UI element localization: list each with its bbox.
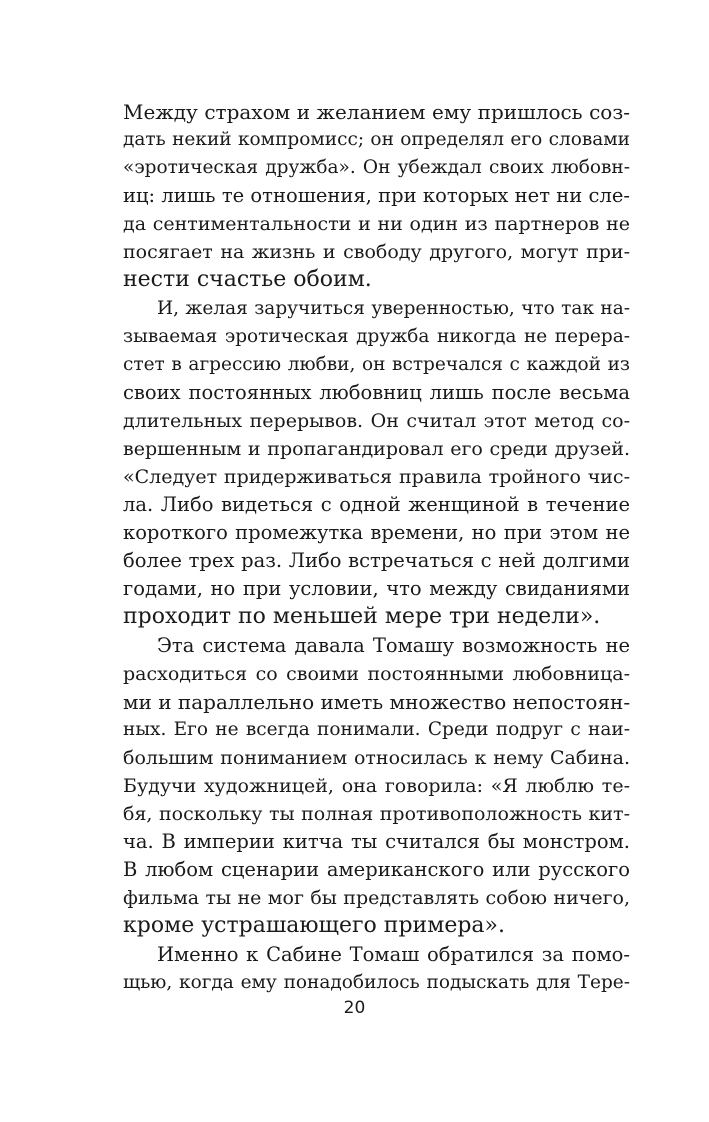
text-line: ми и параллельно иметь множество непостоян- bbox=[123, 690, 631, 714]
text-line: ных. Его не всегда понимали. Среди подруг с наи- bbox=[123, 719, 630, 740]
text-line: большим пониманием относилась к нему Сабина. bbox=[123, 747, 630, 769]
text-line: зываемая эротическая дружба никогда не перера- bbox=[123, 326, 630, 347]
text-line: стет в агрессию любви, он встречался с каждой из bbox=[123, 354, 630, 375]
text-line: проходит по меньшей мере три недели». bbox=[123, 604, 601, 629]
text-line: дать некий компромисс; он определял его словами bbox=[123, 129, 630, 150]
text-line: ча. В империи китча ты считался бы монстром. bbox=[123, 830, 630, 853]
text-line: более трех раз. Либо встречаться с ней долгими bbox=[123, 549, 630, 572]
text-line: «Следует придерживаться правила тройного чис- bbox=[123, 466, 630, 488]
text-line: В любом сценарии американского или русского bbox=[123, 858, 630, 881]
text-line: ла. Либо видеться с одной женщиной в течение bbox=[123, 493, 630, 516]
text-line: да сентиментальности и ни один из партнеров не bbox=[123, 213, 630, 235]
text-line: И, желая заручиться уверенностью, что так на- bbox=[157, 298, 630, 319]
text-line: расходиться со своими постоянными любовница- bbox=[123, 663, 630, 685]
text-line: «эротическая дружба». Он убеждал своих любовн- bbox=[123, 157, 630, 178]
text-line: бя, поскольку ты полная противоположность кит- bbox=[123, 803, 630, 825]
text-line: короткого промежутка времени, но при этом не bbox=[123, 521, 630, 544]
text-line: кроме устрашающего примера». bbox=[123, 913, 505, 938]
text-line: нести счастье обоим. bbox=[123, 267, 372, 292]
page-number: 20 bbox=[343, 998, 366, 1018]
text-line: годами, но при условии, что между свиданиями bbox=[123, 577, 630, 600]
text-line: своих постоянных любовниц лишь после весьма bbox=[123, 381, 630, 404]
text-line: щью, когда ему понадобилось подыскать для Тере- bbox=[123, 972, 630, 993]
text-line: Именно к Сабине Томаш обратился за помо- bbox=[157, 943, 630, 966]
text-line: Будучи художницей, она говорила: «Я люблю те- bbox=[123, 775, 630, 797]
text-line: фильма ты не мог бы представлять собою ничего, bbox=[123, 887, 630, 909]
text-line: Эта система давала Томашу возможность не bbox=[157, 634, 630, 657]
text-line: длительных перерывов. Он считал этот метод со- bbox=[123, 410, 630, 432]
text-line: Между страхом и желанием ему пришлось соз- bbox=[123, 100, 630, 124]
text-line: иц: лишь те отношения, при которых нет ни сле- bbox=[123, 184, 630, 207]
text-line: посягает на жизнь и свободу другого, могут при- bbox=[123, 241, 630, 263]
text-line: вершенным и пропагандировал его среди друзей. bbox=[123, 438, 630, 460]
